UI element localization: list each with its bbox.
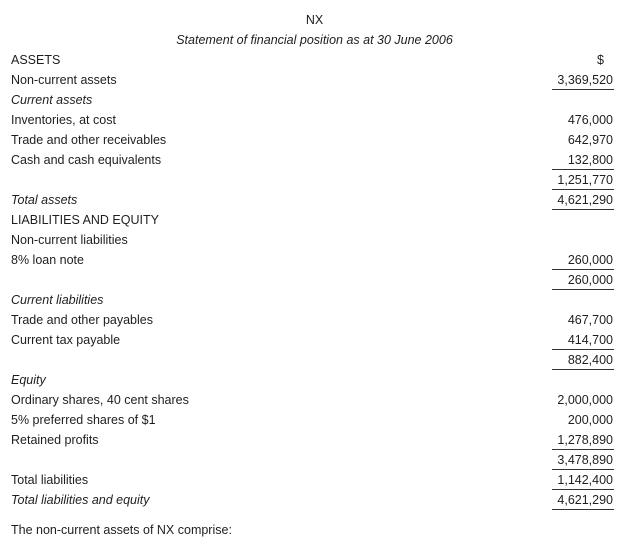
current-liabilities-heading: Current liabilities: [11, 293, 104, 307]
total-liabilities-equity-label: Total liabilities and equity: [11, 493, 150, 507]
tax-value: 414,700: [567, 333, 613, 347]
retained-profits-value: 1,278,890: [557, 433, 613, 447]
total-assets-label: Total assets: [11, 193, 78, 207]
receivables-label: Trade and other receivables: [11, 133, 167, 147]
rule-line: [552, 169, 614, 170]
rule-line: [552, 509, 614, 510]
rule-line: [552, 369, 614, 370]
retained-profits-label: Retained profits: [11, 433, 99, 447]
statement-title: Statement of financial position as at 30 June 2006: [176, 33, 453, 47]
total-liabilities-value: 1,142,400: [557, 473, 613, 487]
non-current-liabilities-subtotal: 260,000: [567, 273, 613, 287]
equity-subtotal: 3,478,890: [557, 453, 613, 467]
current-liabilities-subtotal: 882,400: [567, 353, 613, 367]
non-current-liabilities-heading: Non-current liabilities: [11, 233, 128, 247]
rule-line: [552, 289, 614, 290]
inventories-label: Inventories, at cost: [11, 113, 116, 127]
ordinary-shares-label: Ordinary shares, 40 cent shares: [11, 393, 189, 407]
ordinary-shares-value: 2,000,000: [557, 393, 613, 407]
rule-line: [552, 269, 614, 270]
footer-note: The non-current assets of NX comprise:: [11, 523, 232, 537]
rule-line: [552, 349, 614, 350]
tax-label: Current tax payable: [11, 333, 121, 347]
loan-note-label: 8% loan note: [11, 253, 84, 267]
inventories-value: 476,000: [567, 113, 613, 127]
equity-heading: Equity: [11, 373, 46, 387]
total-liabilities-label: Total liabilities: [11, 473, 89, 487]
assets-heading: ASSETS: [11, 53, 61, 67]
rule-line: [552, 209, 614, 210]
preferred-shares-value: 200,000: [567, 413, 613, 427]
total-assets-value: 4,621,290: [557, 193, 613, 207]
cash-label: Cash and cash equivalents: [11, 153, 162, 167]
cash-value: 132,800: [567, 153, 613, 167]
payables-value: 467,700: [567, 313, 613, 327]
total-liabilities-equity-value: 4,621,290: [557, 493, 613, 507]
non-current-assets-label: Non-current assets: [11, 73, 117, 87]
liabilities-equity-heading: LIABILITIES AND EQUITY: [11, 213, 159, 227]
entity-name: NX: [305, 13, 324, 27]
rule-line: [552, 469, 614, 470]
current-assets-heading: Current assets: [11, 93, 93, 107]
currency-symbol: $: [597, 53, 604, 67]
receivables-value: 642,970: [567, 133, 613, 147]
rule-line: [552, 489, 614, 490]
loan-note-value: 260,000: [567, 253, 613, 267]
rule-line: [552, 89, 614, 90]
current-assets-subtotal: 1,251,770: [557, 173, 613, 187]
preferred-shares-label: 5% preferred shares of $1: [11, 413, 156, 427]
payables-label: Trade and other payables: [11, 313, 153, 327]
rule-line: [552, 189, 614, 190]
rule-line: [552, 449, 614, 450]
non-current-assets-value: 3,369,520: [557, 73, 613, 87]
